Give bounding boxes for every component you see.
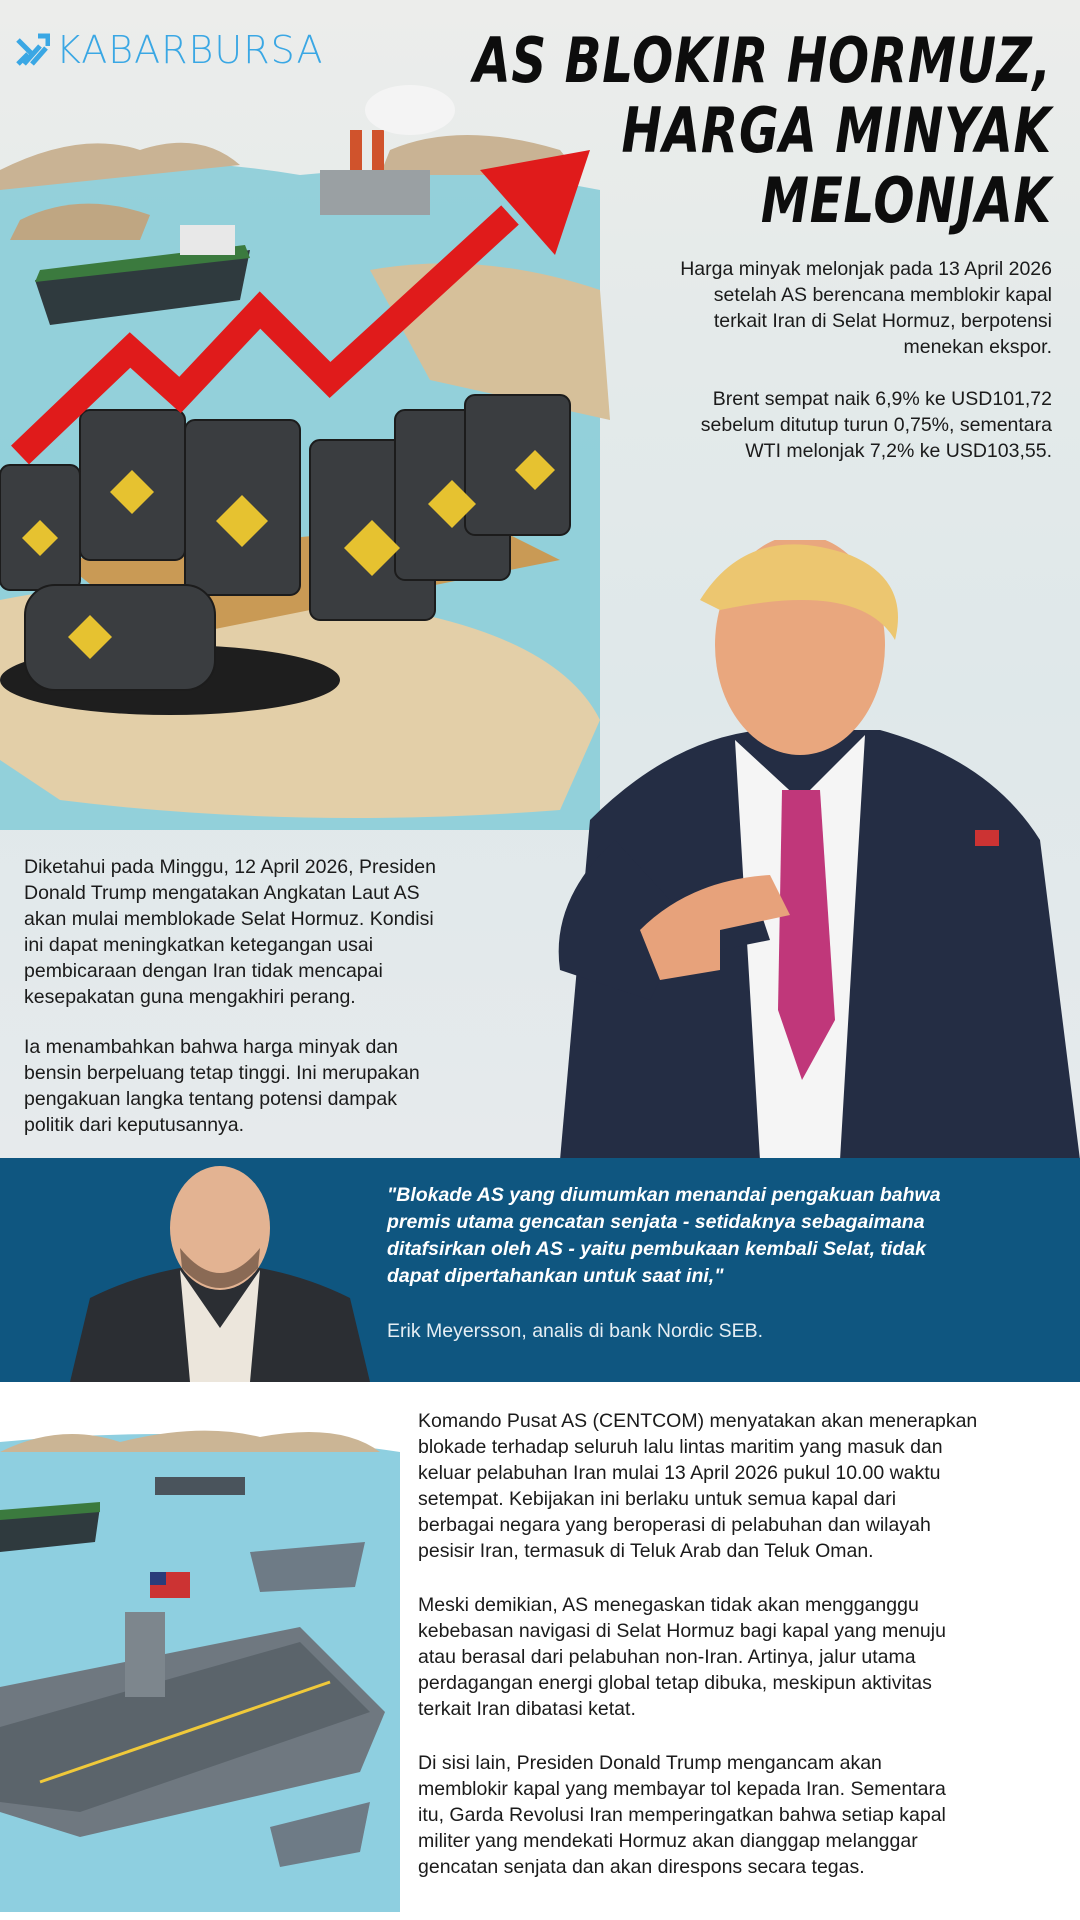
- trump-paragraph-1: Diketahui pada Minggu, 12 April 2026, Presiden Donald Trump mengatakan Angkatan Laut AS akan mulai memblokade Selat Hormuz. Kondisi ini dapat meningkatkan ketegangan usai pembicaraan dengan Iran tidak mencapai kesepakatan guna mengakhiri perang.: [24, 856, 436, 1008]
- trump-paragraph-2: Ia menambahkan bahwa harga minyak dan bensin berpeluang tetap tinggi. Ini merupakan pengakuan langka tentang potensi dampak politik dari keputusannya.: [24, 1036, 420, 1136]
- centcom-section: [0, 1382, 1080, 1920]
- analyst-portrait: [70, 1158, 370, 1382]
- centcom-paragraph-1: Komando Pusat AS (CENTCOM) menyatakan akan menerapkan blokade terhadap seluruh lalu lintas maritim yang masuk dan keluar pelabuhan Iran mulai 13 April 2026 pukul 10.00 waktu setempat. Kebijakan ini berlaku untuk semua kapal dari berbagai negara yang beroperasi di pelabuhan dan wilayah pesisir Iran, termasuk di Teluk Arab dan Teluk Oman.: [418, 1410, 978, 1562]
- headline: AS BLOKIR HORMUZ, HARGA MINYAK MELONJAK: [473, 24, 1052, 237]
- kabarbursa-logo: [14, 28, 323, 72]
- centcom-paragraph-3: Di sisi lain, Presiden Donald Trump mengancam akan memblokir kapal yang membayar tol kepada Iran. Sementara itu, Garda Revolusi Iran memperingatkan bahwa setiap kapal militer yang mendekati Hormuz akan dianggap melanggar gencatan senjata dan akan direspons secara tegas.: [418, 1752, 946, 1878]
- logo-arrow-icon: [14, 32, 50, 68]
- centcom-paragraph-2: Meski demikian, AS menegaskan tidak akan mengganggu kebebasan navigasi di Selat Hormuz bagi kapal yang menuju atau berasal dari pelabuhan non-Iran. Artinya, jalur utama perdagangan energi global tetap dibuka, meskipun aktivitas terkait Iran dibatasi ketat.: [418, 1594, 946, 1720]
- quote-section: [0, 1158, 1080, 1382]
- quote-author: Erik Meyersson, analis di bank Nordic SEB.: [387, 1320, 764, 1342]
- intro-paragraph-1: Harga minyak melonjak pada 13 April 2026 setelah AS berencana memblokir kapal terkait Iran di Selat Hormuz, berpotensi menekan ekspor.: [680, 258, 1052, 358]
- intro-paragraph-2: Brent sempat naik 6,9% ke USD101,72 sebelum ditutup turun 0,75%, sementara WTI melonjak 7,2% ke USD103,55.: [700, 388, 1052, 462]
- aircraft-carrier-illustration: [0, 1382, 400, 1912]
- quote-text: "Blokade AS yang diumumkan menandai pengakuan bahwa premis utama gencatan senjata - setidaknya sebagaimana ditafsirkan oleh AS - yaitu pembukaan kembali Selat, tidak dapat dipertahankan untuk saat ini,": [387, 1184, 941, 1287]
- brand-name: KABARBURSA: [56, 28, 324, 72]
- trump-illustration: [520, 540, 1080, 1158]
